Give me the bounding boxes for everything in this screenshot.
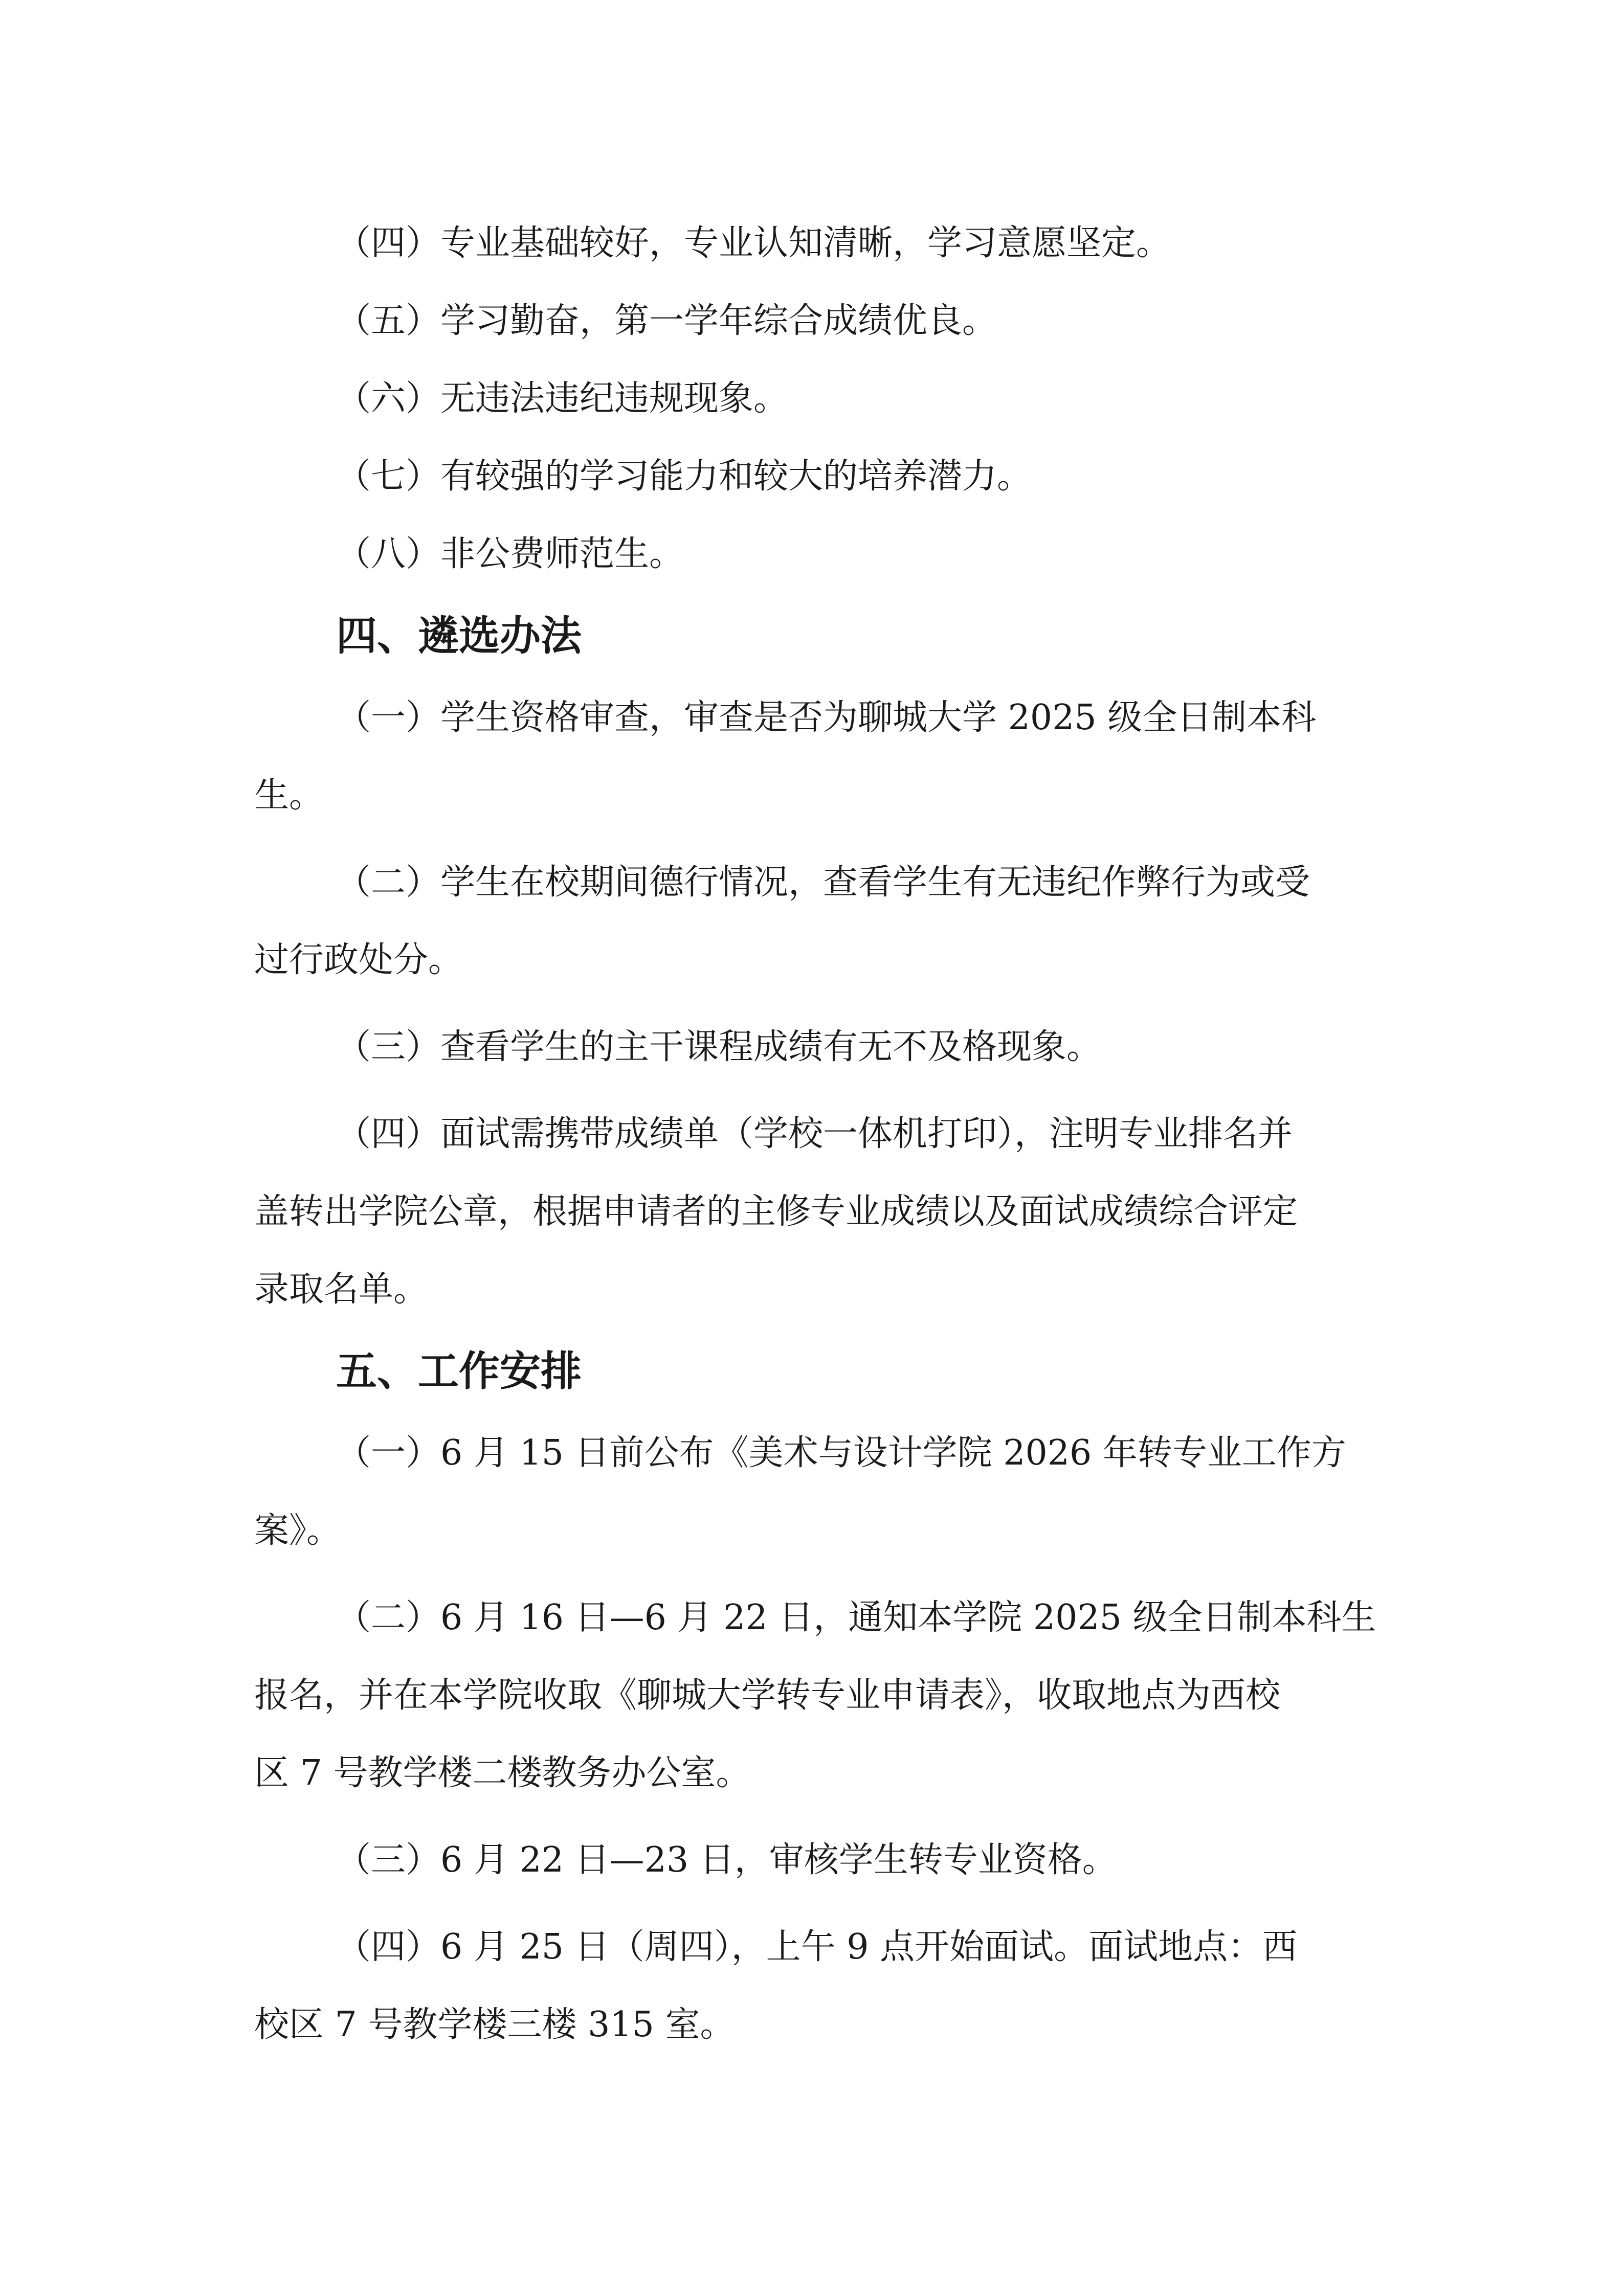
paragraph-line: 录取名单。 <box>254 1269 429 1310</box>
paragraph-line: 校区 7 号教学楼三楼 315 室。 <box>254 2005 735 2045</box>
paragraph-line: 报名，并在本学院收取《聊城大学转专业申请表》，收取地点为西校 <box>254 1675 1281 1716</box>
paragraph-line: （一）6 月 15 日前公布《美术与设计学院 2026 年转专业工作方 <box>336 1433 1346 1473</box>
paragraph-line: （一）学生资格审查，审查是否为聊城大学 2025 级全日制本科 <box>336 697 1317 738</box>
section-heading-selection-method: 四、遴选办法 <box>336 612 582 660</box>
requirement-item: （四）专业基础较好，专业认知清晰，学习意愿坚定。 <box>336 223 1171 263</box>
paragraph-line: （二）6 月 16 日—6 月 22 日，通知本学院 2025 级全日制本科生 <box>336 1597 1376 1638</box>
requirement-item: （五）学习勤奋，第一学年综合成绩优良。 <box>336 301 997 341</box>
document-body <box>254 205 1380 2064</box>
requirement-item: （八）非公费师范生。 <box>336 534 684 574</box>
paragraph-line: 过行政处分。 <box>254 940 463 980</box>
section-heading-work-arrangement: 五、工作安排 <box>336 1347 582 1395</box>
paragraph-line: （二）学生在校期间德行情况，查看学生有无违纪作弊行为或受 <box>336 862 1310 903</box>
paragraph-line: 盖转出学院公章，根据申请者的主修专业成绩以及面试成绩综合评定 <box>254 1191 1298 1232</box>
paragraph-line: （三）查看学生的主干课程成绩有无不及格现象。 <box>336 1027 1102 1067</box>
paragraph-line: （四）6 月 25 日（周四），上午 9 点开始面试。面试地点：西 <box>336 1927 1298 1967</box>
paragraph-line: （四）面试需携带成绩单（学校一体机打印），注明专业排名并 <box>336 1114 1293 1154</box>
paragraph-line: 案》。 <box>254 1511 342 1551</box>
paragraph-line: 区 7 号教学楼二楼教务办公室。 <box>254 1753 751 1793</box>
requirement-item: （六）无违法违纪违规现象。 <box>336 378 789 419</box>
paragraph-line: （三）6 月 22 日—23 日，审核学生转专业资格。 <box>336 1840 1117 1880</box>
paragraph-line: 生。 <box>254 775 324 816</box>
requirement-item: （七）有较强的学习能力和较大的培养潜力。 <box>336 456 1032 497</box>
